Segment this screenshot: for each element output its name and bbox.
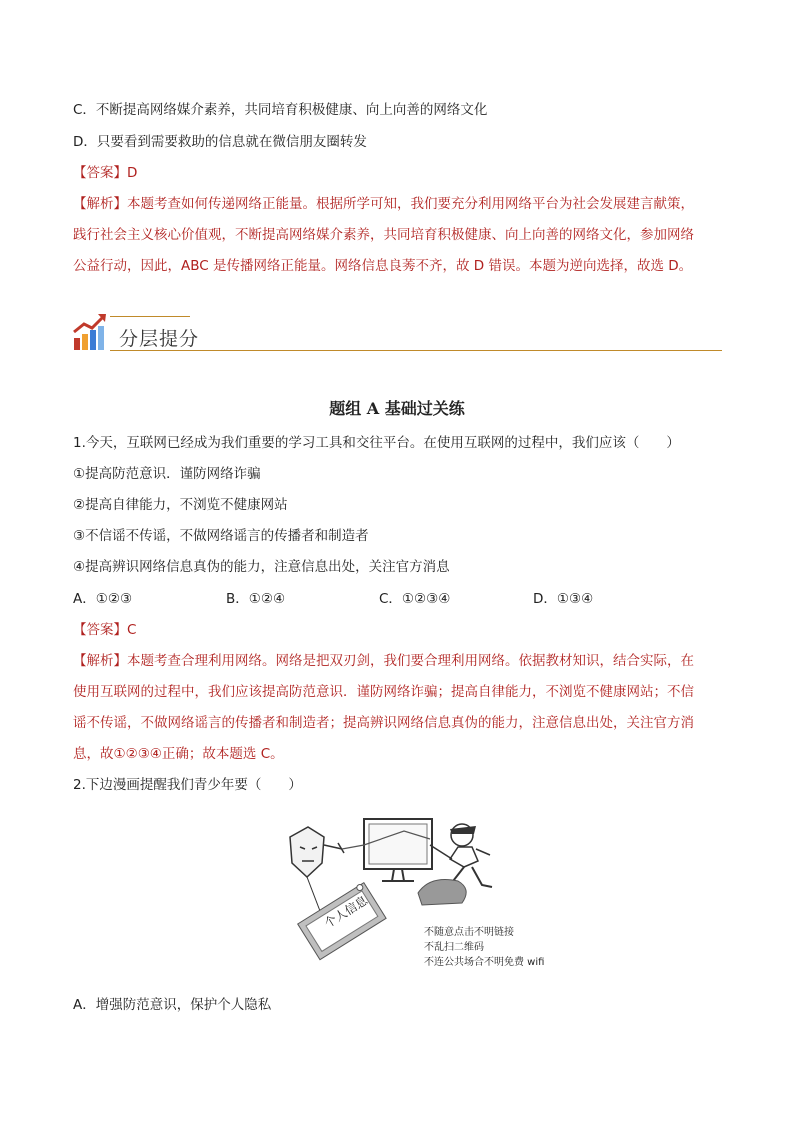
cartoon-caption: 不随意点击不明链接 xyxy=(424,927,514,938)
choice-a[interactable]: A．①②③ xyxy=(73,591,133,607)
chart-arrow-icon xyxy=(72,312,108,352)
section-divider xyxy=(110,350,722,351)
analysis-line: 使用互联网的过程中，我们应该提高防范意识．谨防网络诈骗；提高自律能力，不浏览不健康网站；不信 xyxy=(73,684,694,700)
choice-d[interactable]: D．①③④ xyxy=(533,591,594,607)
q1-item: ①提高防范意识．谨防网络诈骗 xyxy=(73,466,261,482)
analysis-line: 息，故①②③④正确；故本题选 C。 xyxy=(73,746,284,762)
section-rule-top xyxy=(110,316,190,317)
cartoon-caption: 不连公共场合不明免费 wifi xyxy=(424,957,545,968)
choice-b[interactable]: B．①②④ xyxy=(226,591,286,607)
analysis-text: 【解析】本题考查如何传递网络正能量。根据所学可知，我们要充分利用网络平台为社会发展建言献策， xyxy=(73,196,694,212)
q2-option-a[interactable]: A．增强防范意识，保护个人隐私 xyxy=(73,997,272,1013)
cartoon-illustration xyxy=(280,815,520,975)
analysis-line: 公益行动，因此，ABC 是传播网络正能量。网络信息良莠不齐，故 D 错误。本题为逆向选择，故选 D。 xyxy=(73,258,693,274)
q1-item: ②提高自律能力，不浏览不健康网站 xyxy=(73,497,288,513)
cartoon-tag-label: 个人信息 xyxy=(321,893,371,931)
section-title: 分层提分 xyxy=(119,328,200,350)
q2-stem: 2.下边漫画提醒我们青少年要（ ） xyxy=(73,777,302,793)
q1-item: ③不信谣不传谣，不做网络谣言的传播者和制造者 xyxy=(73,528,369,544)
q1-stem: 1.今天，互联网已经成为我们重要的学习工具和交往平台。在使用互联网的过程中，我们应该（ ） xyxy=(73,435,680,451)
option-d: D．只要看到需要救助的信息就在微信朋友圈转发 xyxy=(73,134,367,150)
answer-label: 【答案】C xyxy=(73,622,137,638)
analysis-line xyxy=(73,194,694,214)
analysis-line: 践行社会主义核心价值观，不断提高网络媒介素养，共同培育积极健康、向上向善的网络文化，参加网络 xyxy=(73,227,694,243)
option-c: C．不断提高网络媒介素养，共同培育积极健康、向上向善的网络文化 xyxy=(73,102,488,118)
group-title: 题组 A 基础过关练 xyxy=(329,399,465,418)
section-header xyxy=(72,312,722,354)
cartoon-caption: 不乱扫二维码 xyxy=(424,942,484,953)
answer-label: 【答案】D xyxy=(73,165,138,181)
choice-c[interactable]: C．①②③④ xyxy=(379,591,451,607)
analysis-line: 【解析】本题考查合理利用网络。网络是把双刃剑，我们要合理利用网络。依据教材知识，结合实际，在 xyxy=(73,653,694,669)
q1-item: ④提高辨识网络信息真伪的能力，注意信息出处，关注官方消息 xyxy=(73,559,450,575)
analysis-line: 谣不传谣，不做网络谣言的传播者和制造者；提高辨识网络信息真伪的能力，注意信息出处，关注官方消 xyxy=(73,715,694,731)
